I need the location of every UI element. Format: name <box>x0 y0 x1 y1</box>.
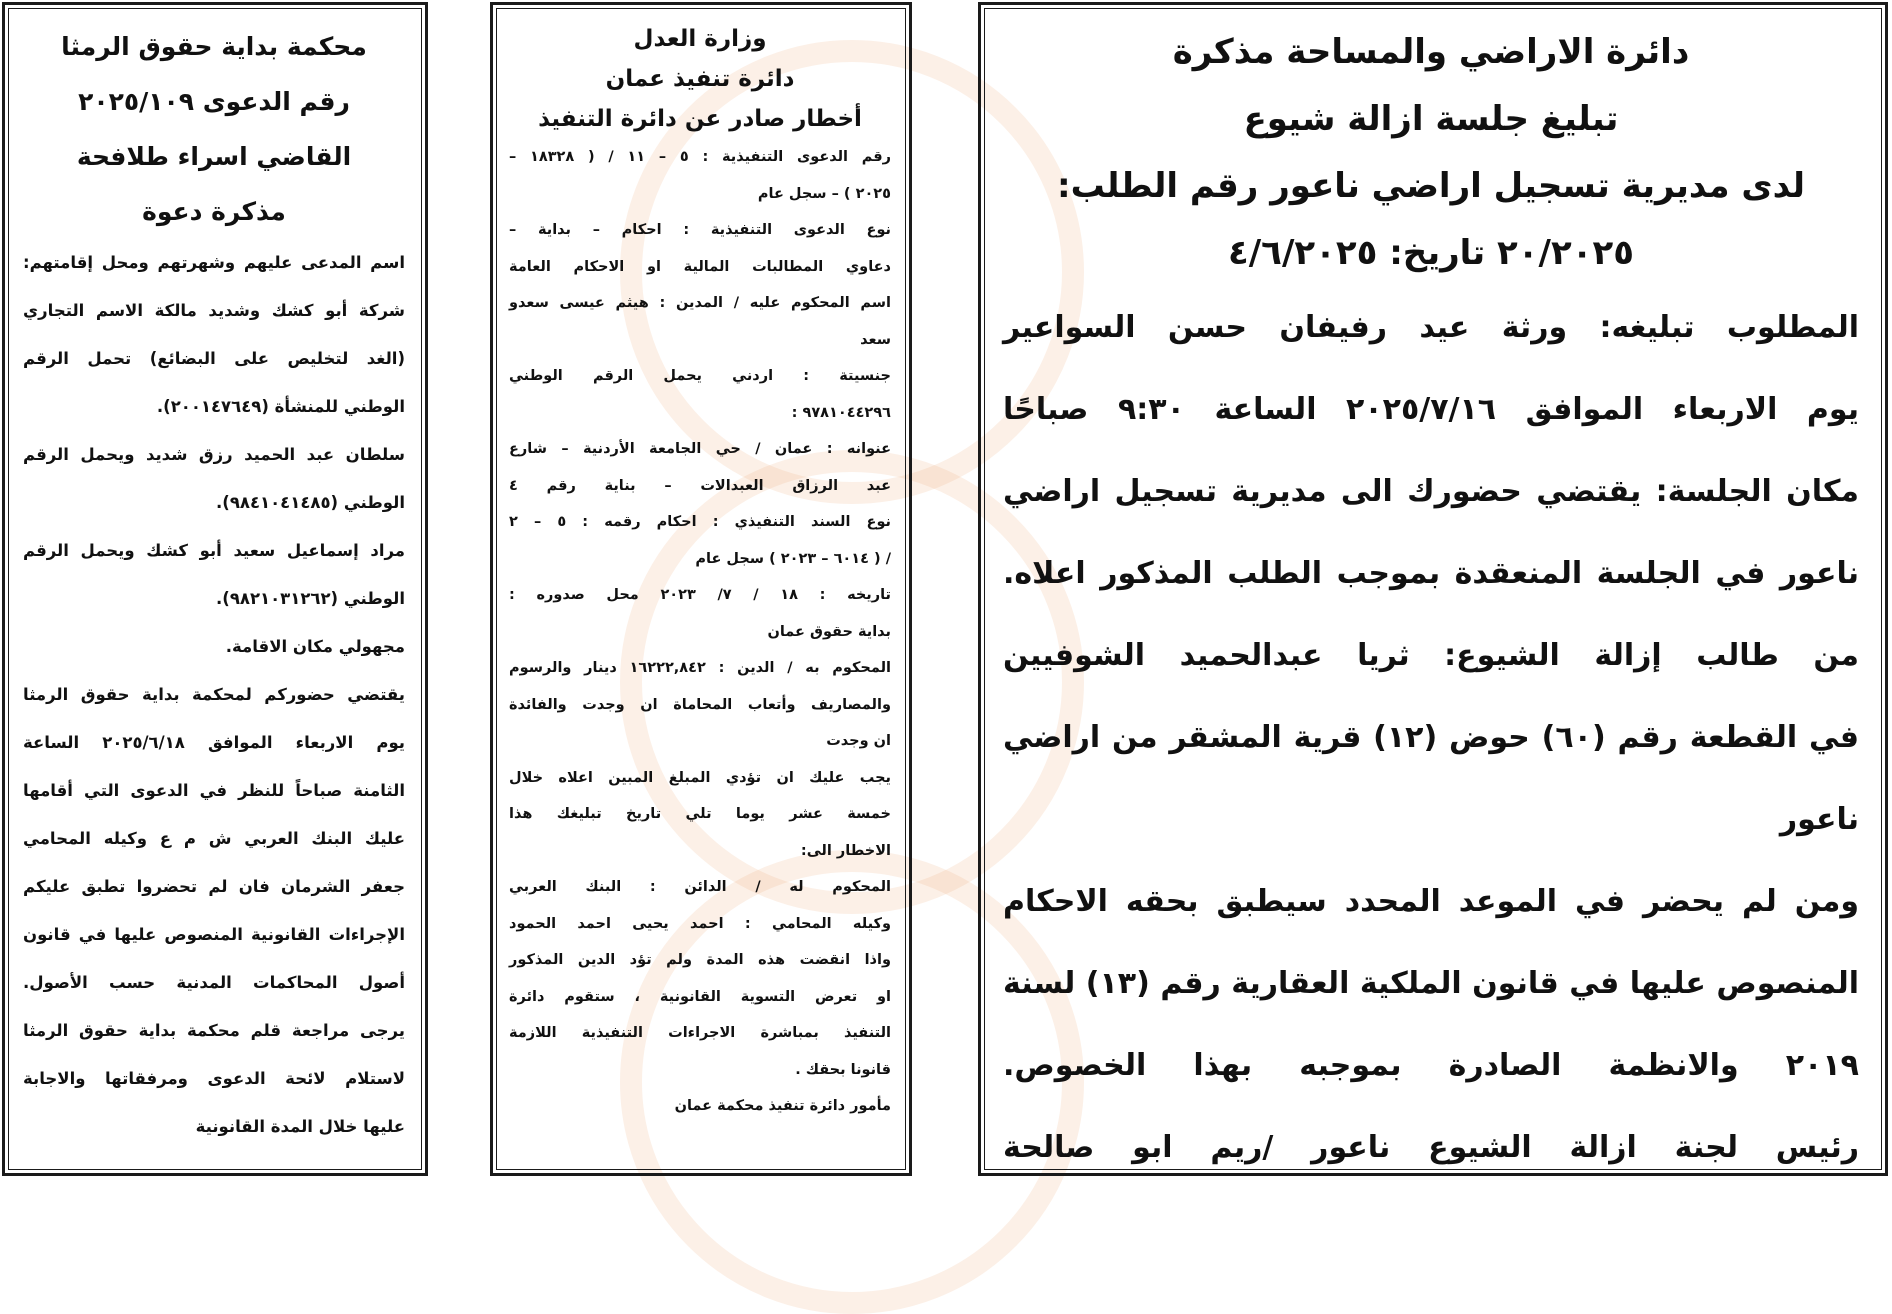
notice-text-line: في القطعة رقم (٦٠) حوض (١٢) قرية المشقر من اراضي <box>1003 720 1859 755</box>
execution-notice <box>490 2 912 1176</box>
notice-heading: مذكرة دعوة <box>142 197 286 226</box>
notice-heading: لدى مديرية تسجيل اراضي ناعور رقم الطلب: <box>1057 166 1805 206</box>
notice-heading: دائرة الاراضي والمساحة مذكرة <box>1172 32 1690 72</box>
notice-text-line: / ( ٦٠١٤ – ٢٠٢٣ ) سجل عام <box>695 550 891 567</box>
notice-text-line: ان وجدت <box>826 733 891 749</box>
notice-text-line: ٩٧٨١٠٤٤٢٩٦ : <box>791 404 891 421</box>
notice-text-line: يرجى مراجعة قلم محكمة بداية حقوق الرمثا <box>23 1021 405 1040</box>
notice-text-line: عبد الرزاق العبدالات – بناية رقم ٤ <box>509 477 891 494</box>
notice-text-line: اسم المحكوم عليه / المدين : هيثم عيسى سعدو <box>509 295 891 311</box>
notice-text-line: او تعرض التسوية القانونية ، ستقوم دائرة <box>509 988 891 1005</box>
notice-text-line: الوطني (٩٨٤١٠٤١٤٨٥). <box>216 493 405 512</box>
notice-text-line: عنوانه : عمان / حي الجامعة الأردنية – شارع <box>509 441 891 457</box>
notice-text-line: مراد إسماعيل سعيد أبو كشك ويحمل الرقم <box>23 541 405 560</box>
notice-text-line: سلطان عبد الحميد رزق شديد ويحمل الرقم <box>23 445 405 464</box>
notice-heading: القاضي اسراء طلافحة <box>76 142 352 171</box>
notice-text-line: ٢٠١٩ والانظمة الصادرة بموجبه بهذا الخصوص. <box>1003 1048 1859 1083</box>
notice-text-line: التنفيذ بمباشرة الاجراءات التنفيذية اللازمة <box>509 1025 891 1041</box>
notice-text-line: (الغد لتخليص على البضائع) تحمل الرقم <box>23 349 405 368</box>
notice-text-line: المطلوب تبليغه: ورثة عيد رفيفان حسن السواعير <box>1003 310 1859 345</box>
notice-heading: رقم الدعوى ٢٠٢٥/١٠٩ <box>78 87 350 116</box>
notice-text-line: سعد <box>860 331 891 348</box>
notice-heading: وزارة العدل <box>633 26 767 52</box>
notice-text-line: الثامنة صباحاً للنظر في الدعوى التي أقامها <box>23 781 405 800</box>
notice-heading: دائرة تنفيذ عمان <box>605 66 795 92</box>
notice-text-line: نوع الدعوى التنفيذية : احكام – بداية – <box>509 222 891 238</box>
notice-text-line: من طالب إزالة الشيوع: ثريا عبدالحميد الشوفيين <box>1003 638 1859 673</box>
notice-text-line: مكان الجلسة: يقتضي حضورك الى مديرية تسجيل اراضي <box>1003 474 1859 509</box>
notice-text-line: ومن لم يحضر في الموعد المحدد سيطبق بحقه الاحكام <box>1003 884 1859 919</box>
notice-text-line: دعاوي المطالبات المالية او الاحكام العامة <box>509 258 891 275</box>
notice-text-line: جعفر الشرمان فان لم تحضروا تطبق عليكم <box>23 877 405 896</box>
notice-text-line: ناعور في الجلسة المنعقدة بموجب الطلب المذكور اعلاه. <box>1003 556 1859 591</box>
notice-text-line: يوم الاربعاء الموافق ٢٠٢٥/٧/١٦ الساعة ٩:٣٠ صباحًا <box>1003 392 1859 427</box>
notice-text-line: مأمور دائرة تنفيذ محكمة عمان <box>674 1098 891 1114</box>
notice-text-line: المنصوص عليها في قانون الملكية العقارية رقم (١٣) لسنة <box>1003 966 1860 1001</box>
notice-text-line: لاستلام لائحة الدعوى ومرفقاتها والاجابة <box>23 1069 405 1088</box>
notice-text-line: تاريخه : ١٨ / ٧/ ٢٠٢٣ محل صدوره : <box>509 587 891 603</box>
notice-text-line: عليك البنك العربي ش م ع وكيله المحامي <box>23 829 405 848</box>
notice-text-line: جنسيتة : اردني يحمل الرقم الوطني <box>509 368 891 384</box>
notice-text-line: خمسة عشر يوما تلي تاريخ تبليغك هذا <box>509 806 891 822</box>
notice-text-line: الوطني (٩٨٢١٠٣١٢٦٢). <box>216 589 405 608</box>
notice-text-line: المحكوم له / الدائن : البنك العربي <box>509 879 891 895</box>
notice-text-line: عليها خلال المدة القانونية <box>195 1117 405 1136</box>
notice-text-line: رئيس لجنة ازالة الشيوع ناعور /ريم ابو صالحة <box>1003 1130 1859 1165</box>
notice-text-line: والمصاريف وأتعاب المحاماة ان وجدت والفائدة <box>509 696 891 713</box>
notice-text-line: بداية حقوق عمان <box>767 623 891 640</box>
notice-text-line: المحكوم به / الدين : ١٦٢٢٢,٨٤٢ دينار والرسوم <box>509 660 892 676</box>
notice-text-line: الإجراءات القانونية المنصوص عليها في قانون <box>23 925 405 944</box>
notice-text-line: يوم الاربعاء الموافق ٢٠٢٥/٦/١٨ الساعة <box>23 733 405 752</box>
notice-text-line: يقتضي حضوركم لمحكمة بداية حقوق الرمثا <box>23 685 405 704</box>
court-summons-notice <box>2 2 428 1176</box>
notice-text-line: أصول المحاكمات المدنية حسب الأصول. <box>23 973 405 992</box>
notice-text-line: ناعور <box>1779 802 1859 837</box>
notice-text-line: مجهولي مكان الاقامة. <box>225 637 405 656</box>
notice-text-line: يجب عليك ان تؤدي المبلغ المبين اعلاه خلال <box>509 769 891 786</box>
notice-text-line: الاخطار الى: <box>800 842 891 859</box>
notice-text-line: واذا انقضت هذه المدة ولم تؤد الدين المذكور <box>509 952 891 968</box>
notice-text-line: شركة أبو كشك وشديد مالكة الاسم التجاري <box>23 301 405 320</box>
notice-text-line: رقم الدعوى التنفيذية : ٥ – ١١ / ( ١٨٣٢٨ – <box>509 149 891 165</box>
notice-text-line: وكيله المحامي : احمد يحيى احمد الحمود <box>509 915 891 932</box>
notice-heading: أخطار صادر عن دائرة التنفيذ <box>538 106 862 132</box>
land-partition-session-notice <box>978 2 1888 1176</box>
notice-text-line: نوع السند التنفيذي : احكام رقمه : ٥ – ٢ <box>509 514 891 530</box>
notice-heading: تبليغ جلسة ازالة شيوع <box>1243 99 1619 139</box>
notice-heading: ٢٠/٢٠٢٥ تاريخ: ٤/٦/٢٠٢٥ <box>1228 233 1634 273</box>
notice-text-line: ٢٠٢٥ ) – سجل عام <box>757 185 891 202</box>
notice-text-line: الوطني للمنشأة (٢٠٠١٤٧٦٤٩). <box>156 397 405 416</box>
notice-heading: محكمة بداية حقوق الرمثا <box>61 32 367 61</box>
notice-text-line: قانونا بحقك . <box>795 1061 891 1078</box>
notice-text-line: اسم المدعى عليهم وشهرتهم ومحل إقامتهم: <box>23 253 405 272</box>
